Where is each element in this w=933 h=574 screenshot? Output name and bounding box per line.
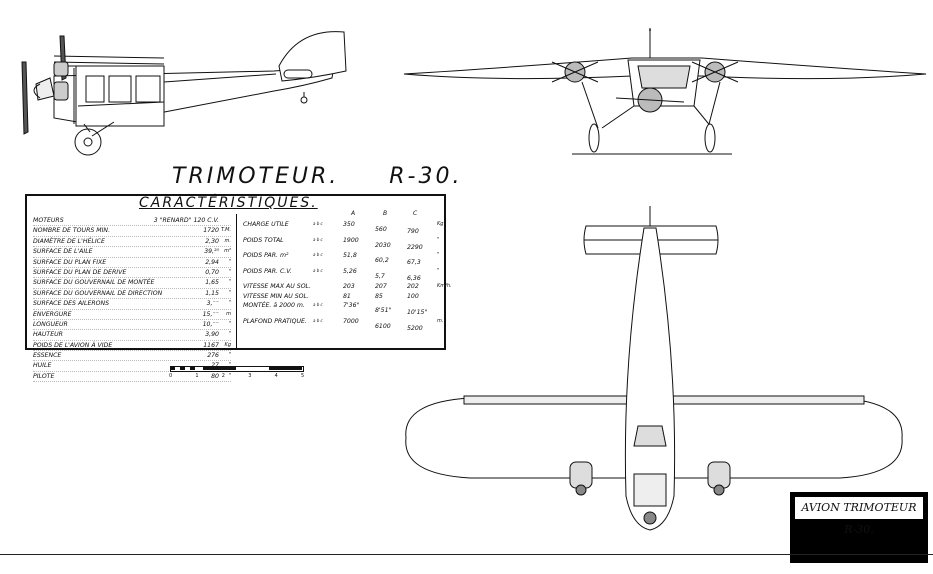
title-model: R-30. <box>389 164 463 189</box>
perf-unit: Kg <box>437 221 444 227</box>
perf-unit: " <box>437 252 440 259</box>
scale-tick: 1 <box>195 373 199 379</box>
spec-row <box>33 258 231 268</box>
spec-label: SURFACE DE L'AILE <box>33 248 93 256</box>
spec-value: 1720 <box>203 227 219 235</box>
spec-value: 276 <box>207 352 219 360</box>
col-header-c: C <box>413 210 418 217</box>
plan-view <box>400 206 920 536</box>
spec-row <box>33 372 231 382</box>
perf-unit: " <box>437 236 440 243</box>
specs-right-column <box>243 210 452 332</box>
perf-value-b: 6100 <box>375 322 391 330</box>
perf-value-a: 5,26 <box>343 267 357 275</box>
spec-unit: " <box>228 268 231 275</box>
perf-label: POIDS TOTAL <box>243 236 284 244</box>
performance-row <box>243 250 448 266</box>
spec-value: 2,94 <box>205 258 219 266</box>
scale-tick: 5 <box>301 373 305 379</box>
spec-label: SURFACE DU PLAN DE DERIVE <box>33 268 127 276</box>
performance-row <box>243 266 448 282</box>
perf-unit: " <box>437 267 440 274</box>
performance-row <box>243 235 448 251</box>
spec-unit: m <box>226 310 231 317</box>
spec-unit: T.M. <box>221 227 231 234</box>
perf-value-b: 2030 <box>375 241 391 249</box>
perf-value-c: 5200 <box>407 324 423 332</box>
spec-value: 10,⁻⁻ <box>202 320 219 328</box>
perf-unit: m. <box>437 317 444 324</box>
perf-label: POIDS PAR. C.V. <box>243 267 292 275</box>
spec-row <box>33 330 231 340</box>
spec-label: SURFACE DU GOUVERNAIL DE DIRECTION <box>33 289 163 297</box>
spec-row <box>33 310 231 320</box>
spec-label: SURFACE DES AILERONS <box>33 300 110 308</box>
spec-value: 3,⁻⁻ <box>206 300 219 308</box>
spec-value: 1167 <box>203 341 219 349</box>
spec-value: 1,65 <box>205 279 219 287</box>
spec-value: 0,70 <box>205 268 219 276</box>
spec-unit: " <box>228 300 231 307</box>
perf-sub: a b c <box>313 221 323 226</box>
spec-label: DIAMÈTRE DE L'HÉLICE <box>33 237 105 245</box>
perf-label: VITESSE MIN AU SOL. <box>243 292 309 300</box>
perf-value-c: 202 <box>407 283 419 291</box>
perf-label: VITESSE MAX AU SOL. <box>243 283 311 291</box>
spec-label: ENVERGURE <box>33 310 72 318</box>
spec-label: PILOTE <box>33 372 55 380</box>
perf-sub: a b c <box>313 236 323 242</box>
spec-label: ESSENCE <box>33 352 62 360</box>
perf-sub: a b c <box>313 317 323 323</box>
perf-value-b: 8'51" <box>375 307 392 315</box>
spec-row <box>33 299 231 309</box>
spec-unit: " <box>228 372 231 379</box>
load-case-header <box>243 210 448 219</box>
specifications-table <box>25 194 452 380</box>
spec-label: NOMBRE DE TOURS MIN. <box>33 227 111 235</box>
spec-row <box>33 320 231 330</box>
perf-label: CHARGE UTILE <box>243 221 289 228</box>
spec-row <box>33 226 231 236</box>
perf-value-a: 51,8 <box>343 252 357 260</box>
perf-value-b: 60,2 <box>375 257 389 265</box>
perf-value-a: 350 <box>343 221 355 228</box>
spec-label: SURFACE DU GOUVERNAIL DE MONTÉE <box>33 279 155 287</box>
spec-row <box>33 237 231 247</box>
perf-value-a: 1900 <box>343 236 359 244</box>
performance-row <box>243 219 448 235</box>
col-header-b: B <box>383 210 388 217</box>
perf-value-b: 85 <box>375 292 383 300</box>
spec-row <box>33 247 231 257</box>
spec-unit: " <box>228 289 231 296</box>
perf-label: PLAFOND PRATIQUE. <box>243 317 307 325</box>
perf-value-c: 6,36 <box>407 274 421 282</box>
spec-label: MOTEURS <box>33 217 64 224</box>
spec-unit: " <box>228 320 231 327</box>
drawing-title <box>172 164 462 189</box>
perf-value-a: 81 <box>343 292 351 300</box>
perf-value-c: 2290 <box>407 243 423 251</box>
performance-row <box>243 316 448 332</box>
scale-tick: 4 <box>274 373 278 379</box>
specs-left-column <box>33 216 231 382</box>
spec-row <box>33 351 231 361</box>
spec-value: 15,⁻⁻ <box>202 310 219 318</box>
specs-heading: CARACTÉRISTIQUES. <box>139 195 318 211</box>
title-name: TRIMOTEUR. <box>172 164 340 189</box>
performance-row <box>243 291 448 300</box>
perf-value-c: 67,3 <box>407 259 421 267</box>
spec-value: 1,15 <box>205 289 219 297</box>
scale-tick: 0 <box>169 373 173 379</box>
side-view <box>14 26 354 161</box>
spec-value: 2,30 <box>205 237 219 245</box>
performance-row <box>243 281 452 291</box>
perf-value-b: 560 <box>375 226 387 233</box>
perf-value-c: 790 <box>407 228 419 235</box>
perf-value-a: 203 <box>343 283 355 291</box>
table-divider <box>236 214 237 348</box>
spec-row <box>33 278 231 288</box>
perf-label: POIDS PAR. m² <box>243 252 289 260</box>
spec-unit: Kg <box>224 341 231 348</box>
spec-value: 80 <box>211 372 219 380</box>
caption-label: AVION TRIMOTEUR R-30. <box>794 496 924 520</box>
spec-unit: m² <box>224 248 231 255</box>
spec-label: SURFACE DU PLAN FIXE <box>33 258 107 266</box>
bottom-border-line <box>0 554 933 555</box>
spec-value: 3,90 <box>205 331 219 339</box>
perf-sub: a b c <box>313 252 323 258</box>
spec-unit: " <box>228 279 231 286</box>
performance-row <box>243 300 448 316</box>
spec-unit: " <box>228 331 231 338</box>
perf-sub: a b c <box>313 302 323 308</box>
spec-unit: " <box>228 258 231 265</box>
perf-unit: Km/h. <box>437 283 452 290</box>
spec-value: 39,²⁰ <box>204 248 219 256</box>
spec-row <box>33 216 231 226</box>
spec-label: LONGUEUR <box>33 320 68 328</box>
spec-label: HAUTEUR <box>33 331 63 339</box>
perf-label: MONTÉE. ā 2000 m. <box>243 302 305 310</box>
perf-value-a: 7000 <box>343 317 359 325</box>
perf-value-a: 7'36" <box>343 302 360 310</box>
perf-value-c: 100 <box>407 292 419 300</box>
col-header-a: A <box>351 210 356 217</box>
perf-sub: a b c <box>313 267 323 273</box>
spec-row <box>33 268 231 278</box>
perf-value-b: 5,7 <box>375 272 385 280</box>
spec-value: 3 "RENARD" 120 C.V. <box>153 217 219 224</box>
caption-block <box>790 492 928 563</box>
spec-label: POIDS DE L'AVION À VIDE <box>33 341 113 349</box>
spec-row <box>33 289 231 299</box>
spec-unit: m. <box>224 237 231 244</box>
spec-row <box>33 341 231 351</box>
spec-label: HUILE <box>33 362 52 370</box>
front-view <box>402 28 928 160</box>
scale-tick: 2 <box>221 373 225 379</box>
spec-unit: " <box>228 352 231 359</box>
perf-value-c: 10'15" <box>407 309 428 317</box>
perf-value-b: 207 <box>375 283 387 291</box>
scale-tick: 3 <box>248 373 252 379</box>
